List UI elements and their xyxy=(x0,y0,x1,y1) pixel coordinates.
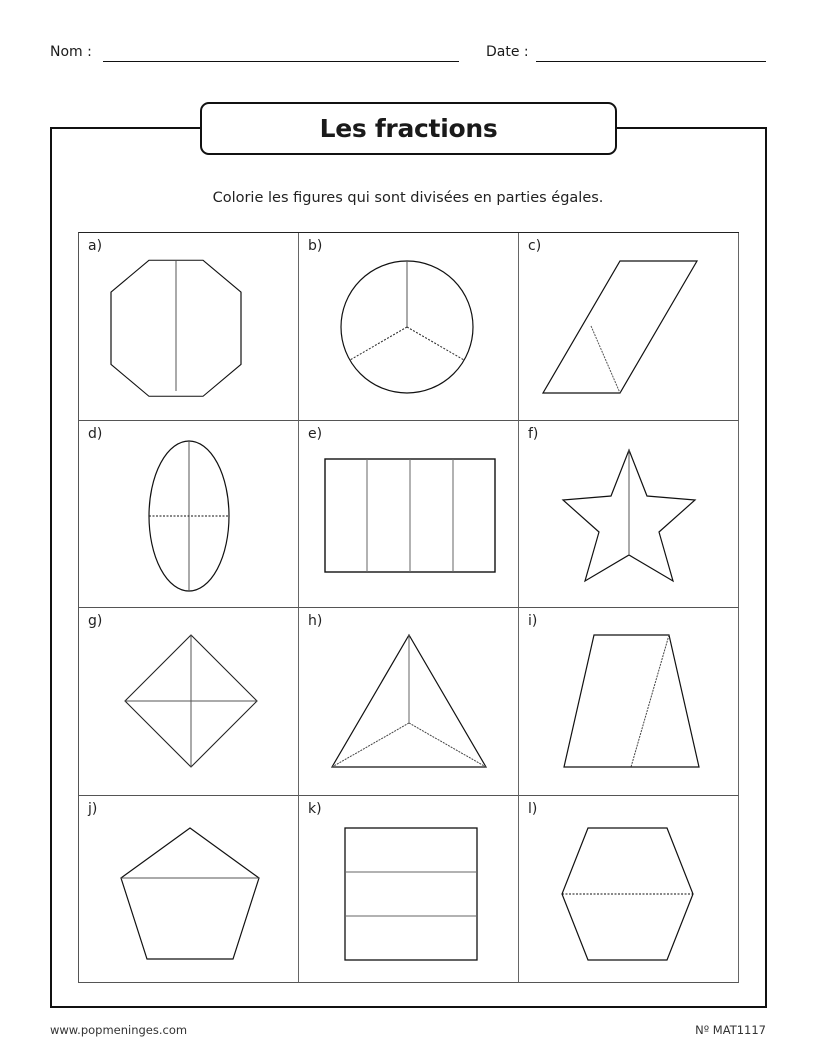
ellipse-figure xyxy=(79,421,299,608)
name-line[interactable] xyxy=(103,61,459,62)
figure-cell-h[interactable] xyxy=(299,608,519,796)
parallelogram-figure xyxy=(519,233,739,420)
figure-cell-a[interactable] xyxy=(79,233,299,421)
trapezoid-figure xyxy=(519,608,739,795)
figure-label: a) xyxy=(88,238,103,254)
figure-cell-l[interactable] xyxy=(519,796,739,984)
footer-reference: Nº MAT1117 xyxy=(695,1023,766,1037)
figure-cell-e[interactable] xyxy=(299,421,519,609)
header-fields xyxy=(50,44,766,66)
figure-cell-k[interactable] xyxy=(299,796,519,984)
figure-label: d) xyxy=(88,425,103,442)
date-label: Date : xyxy=(486,44,529,60)
square-figure xyxy=(299,796,519,983)
figures-grid xyxy=(78,232,739,983)
figure-label: g) xyxy=(88,613,103,629)
figure-cell-f[interactable] xyxy=(519,421,739,609)
octagon-figure xyxy=(79,233,299,420)
figure-label: i) xyxy=(528,613,538,629)
circle-figure xyxy=(299,233,519,420)
hexagon-figure xyxy=(519,796,739,983)
footer-website: www.popmeninges.com xyxy=(50,1023,188,1037)
figure-cell-g[interactable] xyxy=(79,608,299,796)
figure-label: f) xyxy=(528,425,539,442)
figure-label: h) xyxy=(308,613,323,629)
figure-label: b) xyxy=(308,238,323,254)
figure-label: c) xyxy=(528,238,542,254)
name-label: Nom : xyxy=(50,44,92,60)
figure-cell-b[interactable] xyxy=(299,233,519,421)
date-line[interactable] xyxy=(536,61,766,62)
figure-label: k) xyxy=(308,800,322,817)
rectangle-figure xyxy=(299,421,519,608)
figure-label: e) xyxy=(308,425,323,442)
instruction-text: Colorie les figures qui sont divisées en parties égales. xyxy=(212,190,604,206)
page-title: Les fractions xyxy=(200,102,617,155)
figure-cell-i[interactable] xyxy=(519,608,739,796)
pentagon-figure xyxy=(79,796,299,983)
star-figure xyxy=(519,421,739,608)
figure-cell-c[interactable] xyxy=(519,233,739,421)
figure-cell-d[interactable] xyxy=(79,421,299,609)
triangle-figure xyxy=(299,608,519,795)
rhombus-figure xyxy=(79,608,299,795)
figure-cell-j[interactable] xyxy=(79,796,299,984)
figure-label: l) xyxy=(528,800,538,817)
figure-label: j) xyxy=(88,800,98,817)
